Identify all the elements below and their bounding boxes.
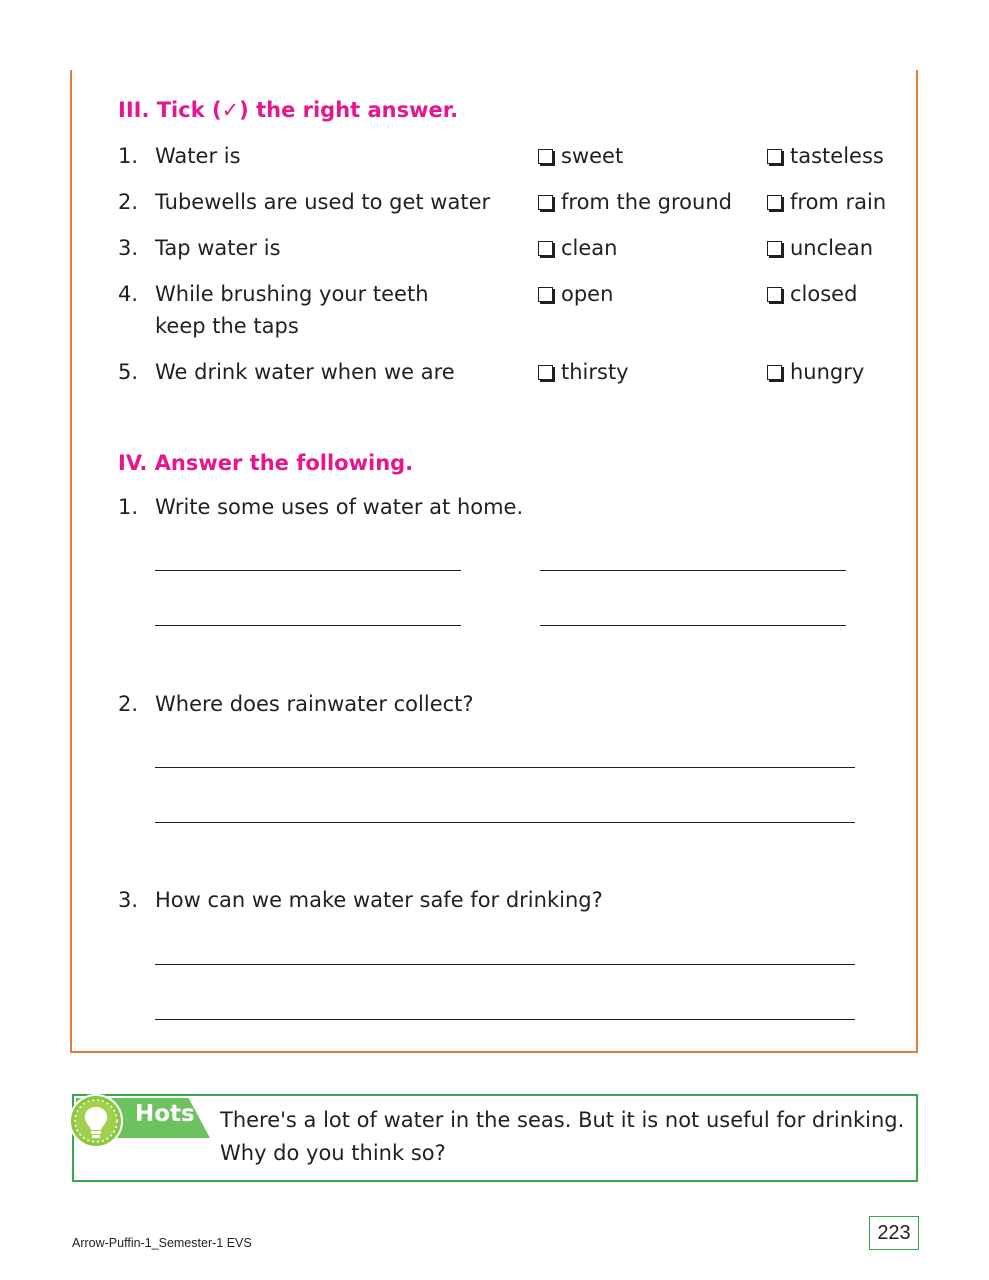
- checkbox-icon[interactable]: [767, 287, 782, 302]
- option-checkbox[interactable]: [767, 236, 873, 260]
- question-text: How can we make water safe for drinking?: [155, 888, 603, 912]
- option-label: tasteless: [790, 144, 884, 168]
- question-number: 2.: [118, 692, 139, 716]
- answer-line[interactable]: [540, 625, 846, 626]
- checkbox-icon[interactable]: [538, 195, 553, 210]
- checkbox-icon[interactable]: [767, 365, 782, 380]
- question-number: 5.: [118, 360, 139, 384]
- option-checkbox[interactable]: [767, 190, 886, 214]
- question-text: Water is: [155, 144, 241, 168]
- option-label: clean: [561, 236, 618, 260]
- section-3-heading: III. Tick (✓) the right answer.: [118, 98, 459, 122]
- checkbox-icon[interactable]: [538, 287, 553, 302]
- option-label: closed: [790, 282, 858, 306]
- checkbox-icon[interactable]: [538, 365, 553, 380]
- checkbox-icon[interactable]: [538, 241, 553, 256]
- question-text-line-2: keep the taps: [155, 314, 299, 338]
- question-number: 3.: [118, 236, 139, 260]
- hots-question-line-2: Why do you think so?: [220, 1141, 446, 1165]
- answer-line[interactable]: [155, 570, 461, 571]
- option-checkbox[interactable]: [538, 190, 732, 214]
- book-title: Arrow-Puffin-1_Semester-1 EVS: [72, 1236, 252, 1250]
- answer-line[interactable]: [155, 767, 855, 768]
- hots-label: Hots: [135, 1101, 195, 1127]
- page-number: 223: [869, 1216, 919, 1250]
- question-text: We drink water when we are: [155, 360, 455, 384]
- option-label: thirsty: [561, 360, 629, 384]
- question-number: 2.: [118, 190, 139, 214]
- section-4-heading: IV. Answer the following.: [118, 451, 414, 475]
- checkbox-icon[interactable]: [767, 195, 782, 210]
- question-number: 1.: [118, 495, 139, 519]
- lightbulb-icon: [68, 1093, 124, 1149]
- answer-line[interactable]: [540, 570, 846, 571]
- checkbox-icon[interactable]: [538, 149, 553, 164]
- option-checkbox[interactable]: [538, 236, 617, 260]
- question-number: 3.: [118, 888, 139, 912]
- option-label: hungry: [790, 360, 865, 384]
- option-label: sweet: [561, 144, 624, 168]
- option-label: from rain: [790, 190, 887, 214]
- option-checkbox[interactable]: [767, 360, 864, 384]
- option-checkbox[interactable]: [767, 282, 857, 306]
- hots-question-line-1: There's a lot of water in the seas. But it is not useful for drinking.: [220, 1108, 905, 1132]
- checkbox-icon[interactable]: [767, 241, 782, 256]
- option-checkbox[interactable]: [538, 360, 629, 384]
- question-text: Where does rainwater collect?: [155, 692, 474, 716]
- answer-line[interactable]: [155, 625, 461, 626]
- question-text: Write some uses of water at home.: [155, 495, 524, 519]
- option-checkbox[interactable]: [767, 144, 884, 168]
- option-checkbox[interactable]: [538, 282, 613, 306]
- answer-line[interactable]: [155, 822, 855, 823]
- option-label: open: [561, 282, 614, 306]
- option-checkbox[interactable]: [538, 144, 623, 168]
- question-number: 1.: [118, 144, 139, 168]
- checkbox-icon[interactable]: [767, 149, 782, 164]
- answer-line[interactable]: [155, 964, 855, 965]
- question-text: Tap water is: [155, 236, 281, 260]
- question-number: 4.: [118, 282, 139, 306]
- question-text-line-1: While brushing your teeth: [155, 282, 429, 306]
- answer-line[interactable]: [155, 1019, 855, 1020]
- option-label: from the ground: [561, 190, 732, 214]
- option-label: unclean: [790, 236, 874, 260]
- question-text: Tubewells are used to get water: [155, 190, 491, 214]
